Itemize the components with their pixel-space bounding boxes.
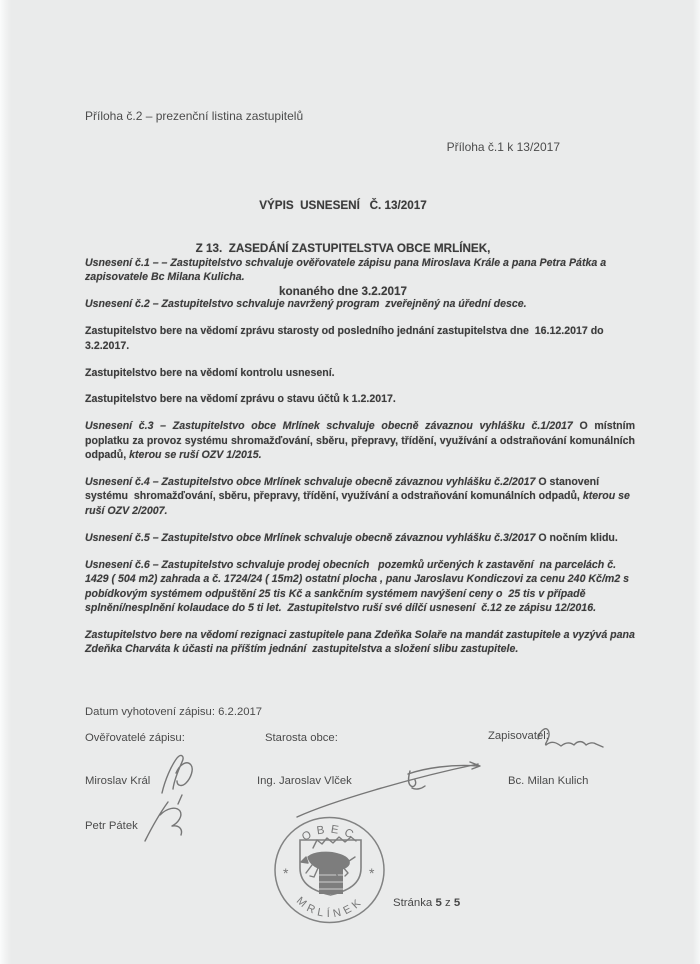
- verifiers-label: Ověřovatelé zápisu:: [85, 732, 185, 744]
- paragraph-note-accounts: Zastupitelstvo bere na vědomí zprávu o stavu účtů k 1.2.2017.: [85, 393, 396, 406]
- page-word: Stránka: [393, 897, 433, 909]
- stamp-top-text: OBEC: [300, 823, 360, 844]
- resolution-5-subject: O nočním klidu.: [538, 531, 618, 544]
- stamp-star-left-icon: *: [283, 865, 289, 881]
- title-line-3: konaného dne 3.2.2017: [279, 285, 407, 299]
- recorder-name: Bc. Milan Kulich: [508, 775, 589, 787]
- signature-petr-patek: [145, 795, 182, 841]
- paragraph-resolution-4: [85, 475, 635, 518]
- page-number-label: [393, 897, 460, 909]
- resolution-5-intro: Usnesení č.5 – Zastupitelstvo obce Mrlínek schvaluje obecně závaznou vyhlášku č.3/2017: [85, 531, 539, 544]
- page-separator: z: [444, 897, 451, 909]
- verifier1-name: Miroslav Král: [85, 775, 151, 787]
- resolutions-body: [85, 256, 638, 669]
- mayor-label: Starosta obce:: [265, 732, 338, 744]
- title-line-2: Z 13. ZASEDÁNÍ ZASTUPITELSTVA OBCE MRLÍNEK,: [195, 242, 491, 256]
- paragraph-resolution-5: [85, 531, 635, 545]
- paragraph-resolution-1: Usnesení č.1 – – Zastupitelstvo schvaluje ověřovatele zápisu pana Miroslava Krále a pana Petra Pátka a zapisovatele Bc Milana Kulicha.: [85, 257, 610, 284]
- resolution-3-repeal: kterou se ruší OZV 1/2015.: [129, 449, 262, 462]
- signature-jaroslav-vlcek: [297, 762, 480, 817]
- resolution-4-repeal: kterou se ruší OZV 2/2007.: [85, 490, 633, 517]
- resolution-4-subject: O stanovení systému shromažďování, sběru, přepravy, třídění, využívání a odstraňování komunálních odpadů,: [85, 476, 602, 503]
- paragraph-resolution-6: Usnesení č.6 – Zastupitelstvo schvaluje prodej obecních pozemků určených k zastavění na parcelách č. 1429 ( 504 m2) zahrada a č. 1724/24 ( 15m2) ostatní plocha , panu Jaroslavu Kondiczovi za cenu 240 Kč/m2 s pobídkovým systémem odpuštění 25 tis Kč a sankčním systémem navýšení ceny o 25 tis v případě splnění/nesplnění kolaudace do 5 ti let. Zastupitelstvo ruší své dílčí usnesení č.12 ze zápisu 12/2016.: [85, 558, 632, 614]
- scan-left-edge: [0, 0, 11, 964]
- stamp-star-right-icon: *: [369, 865, 375, 881]
- resolution-3-intro: Usnesení č.3 – Zastupitelstvo obce Mrlínek schvaluje obecně závaznou vyhlášku č.1/2017: [85, 420, 580, 433]
- attachment-reference: Příloha č.1 k 13/2017: [446, 140, 560, 154]
- paragraph-resolution-2: Usnesení č.2 – Zastupitelstvo schvaluje navržený program zveřejněný na úřední desce.: [85, 298, 527, 311]
- paragraph-note-resolution-control: Zastupitelstvo bere na vědomí kontrolu usnesení.: [85, 366, 335, 379]
- resolution-4-intro: Usnesení č.4 – Zastupitelstvo obce Mrlínek schvaluje obecně závaznou vyhlášku č.2/2017: [85, 476, 539, 489]
- signature-miroslav-kral: [162, 755, 192, 793]
- paragraph-resolution-3: [85, 419, 635, 462]
- title-line-1: VÝPIS USNESENÍ Č. 13/2017: [259, 198, 427, 212]
- paragraph-note-resignation: Zastupitelstvo bere na vědomí rezignaci zastupitele pana Zdeňka Solaře na mandát zastupitele a vyzývá pana Zdeňka Charváta k účasti na příštím jednání zastupitelstva a složení slibu zastupitele.: [85, 628, 638, 656]
- paragraph-note-mayor-report: Zastupitelstvo bere na vědomí zprávu starosty od posledního jednání zastupitelstva dne 16.12.2017 do 3.2.2017.: [85, 325, 607, 352]
- recorder-label: Zapisovatel:: [488, 730, 549, 742]
- page-current: 5: [435, 897, 442, 909]
- page-total: 5: [453, 897, 461, 909]
- municipal-stamp: [272, 813, 388, 927]
- attachment-note: Příloha č.2 – prezenční listina zastupitelů: [85, 109, 304, 123]
- stamp-bottom-text: MRLÍNEK: [293, 894, 367, 921]
- record-date-line: Datum vyhotovení zápisu: 6.2.2017: [85, 706, 263, 718]
- scan-right-edge: [693, 0, 700, 964]
- mayor-name: Ing. Jaroslav Vlček: [257, 775, 352, 787]
- verifier2-name: Petr Pátek: [85, 820, 138, 832]
- resolution-3-subject: O místním poplatku za provoz systému shromažďování, sběru, přepravy, třídění, využívání a odstraňování komunálních odpadů,: [85, 420, 635, 462]
